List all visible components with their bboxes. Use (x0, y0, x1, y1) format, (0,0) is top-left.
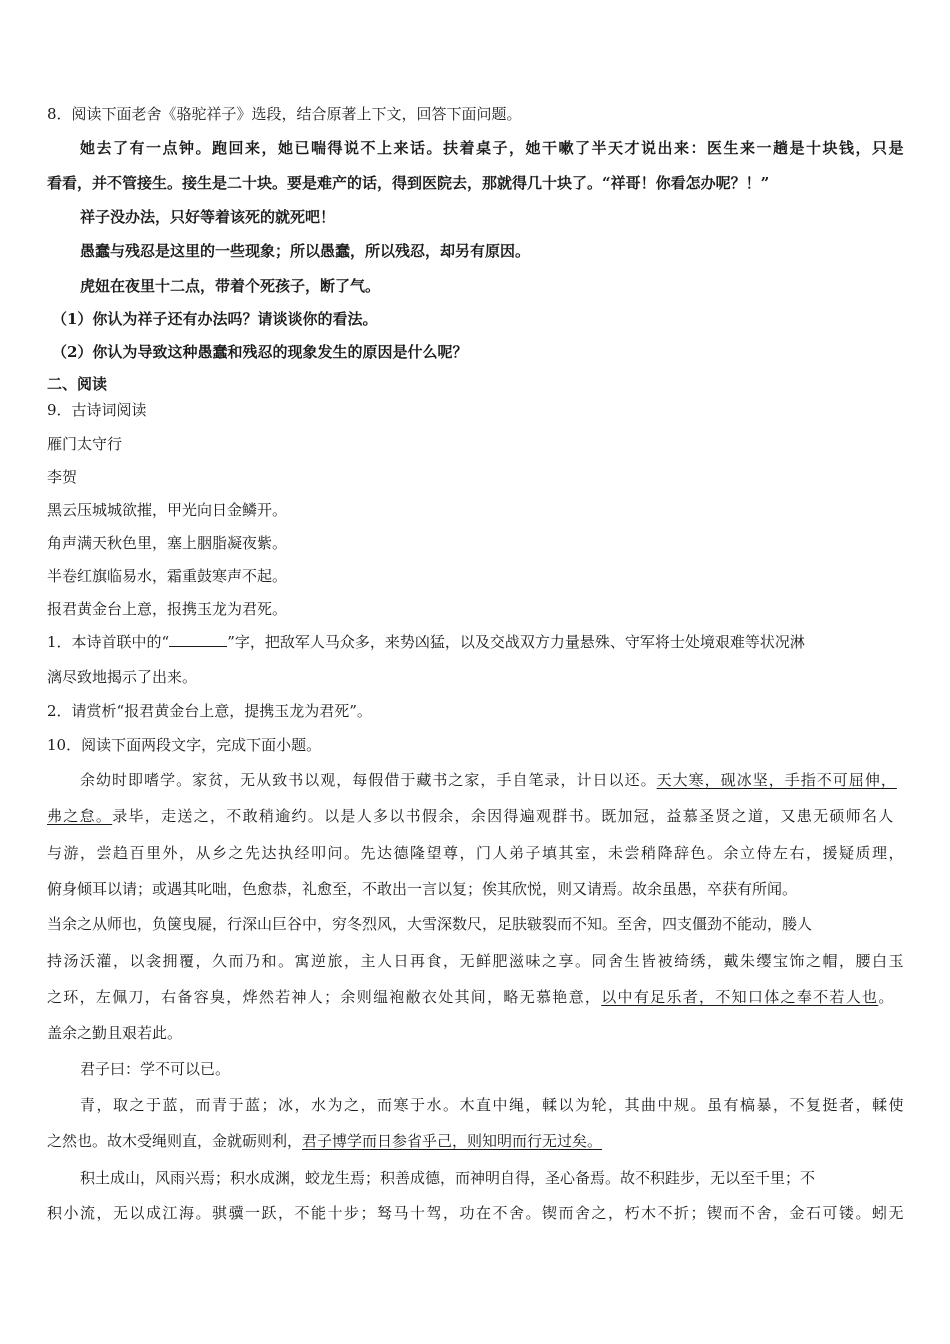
passage-b-line: 青，取之于蓝，而青于蓝；冰，水为之，而寒于水。木直中绳，輮以为轮，其曲中规。虽有槁暴，不复挺者，輮使 (80, 1096, 906, 1114)
q8-passage-line: 祥子没办法，只好等着该死的就死吧！ (80, 208, 336, 226)
plain-text: 之环，左佩刀，右备容臭，烨然若神人；余则缊袍敝衣处其间，略无慕艳意， (47, 988, 602, 1006)
question-9-title: 9．古诗词阅读 (47, 401, 147, 419)
underlined-text: 天大寒，砚冰坚，手指不可屈伸， (656, 771, 897, 789)
passage-b-line (47, 1131, 602, 1151)
passage-b-line: 积土成山，风雨兴焉；积水成渊，蛟龙生焉；积善成德，而神明自得，圣心备焉。故不积跬步，无以至千里；不 (80, 1169, 816, 1187)
poem-line: 角声满天秋色里，塞上胭脂凝夜紫。 (47, 534, 288, 552)
poem-author: 李贺 (47, 468, 78, 486)
q8-passage-line: 愚蠢与残忍是这里的一些现象；所以愚蠢，所以残忍，却另有原因。 (80, 242, 531, 260)
passage-a-line: 俯身倾耳以请；或遇其叱咄，色愈恭，礼愈至，不敢出一言以复；俟其欣悦，则又请焉。故余虽愚，卒获有所闻。 (47, 880, 798, 898)
passage-a-line (80, 770, 897, 790)
passage-a-line: 与游，尝趋百里外，从乡之先达执经叩问。先达德隆望尊，门人弟子填其室，未尝稍降辞色。余立侍左右，援疑质理， (47, 844, 906, 862)
passage-a-line: 盖余之勤且艰若此。 (47, 1024, 183, 1042)
poem-title: 雁门太守行 (47, 435, 123, 453)
q9-sq1-text: 1．本诗首联中的“ (47, 633, 170, 651)
underlined-text: 君子博学而日参省乎己，则知明而行无过矣。 (302, 1132, 603, 1150)
poem-line: 黑云压城城欲摧，甲光向日金鳞开。 (47, 501, 288, 519)
q9-sq1-continued: 漓尽致地揭示了出来。 (47, 668, 198, 686)
passage-a-line (47, 987, 895, 1007)
q9-subquestion-2: 2．请赏析“报君黄金台上意，提携玉龙为君死”。 (47, 702, 372, 720)
q8-passage-line: 她去了有一点钟。跑回来，她已喘得说不上来话。扶着桌子，她干嗽了半天才说出来：医生来一趟是十块钱，只是 (80, 139, 906, 157)
section-heading: 二、阅读 (47, 375, 108, 393)
plain-text: 之然也。故木受绳则直，金就砺则利， (47, 1132, 303, 1150)
plain-text: 余幼时即嗜学。家贫，无从致书以观，每假借于藏书之家，手自笔录，计日以还。 (80, 771, 657, 789)
passage-b-line: 积小流，无以成江海。骐骥一跃，不能十步；驽马十驾，功在不舍。锲而舍之，朽木不折；锲而不舍，金石可镂。蚓无 (47, 1204, 906, 1222)
underlined-text: 弗之怠。 (47, 807, 113, 825)
question-10-title: 10．阅读下面两段文字，完成下面小题。 (47, 736, 322, 754)
q8-passage-line: 虎妞在夜里十二点，带着个死孩子，断了气。 (80, 277, 381, 295)
q8-subquestion-2: （2）你认为导致这种愚蠢和残忍的现象发生的原因是什么呢？ (52, 343, 468, 361)
passage-a-line: 当余之从师也，负箧曳屣，行深山巨谷中，穷冬烈风，大雪深数尺，足肤皲裂而不知。至舍，四支僵劲不能动，媵人 (47, 915, 813, 933)
poem-line: 报君黄金台上意，报携玉龙为君死。 (47, 600, 288, 618)
q8-passage-line: 看看，并不管接生。接生是二十块。要是难产的话，得到医院去，那就得几十块了。“祥哥！你看怎办呢？！” (47, 174, 770, 192)
plain-text: 录毕，走送之，不敢稍逾约。以是人多以书假余，余因得遍观群书。既加冠，益慕圣贤之道，又患无硕师名人 (112, 807, 895, 825)
passage-a-line (47, 806, 895, 826)
plain-text: 。 (878, 988, 895, 1006)
q9-subquestion-1 (47, 632, 805, 652)
q8-subquestion-1: （1）你认为祥子还有办法吗？请谈谈你的看法。 (52, 310, 378, 328)
passage-a-line: 持汤沃灌，以衾拥覆，久而乃和。寓逆旅，主人日再食，无鲜肥滋味之享。同舍生皆被绮绣，戴朱缨宝饰之帽，腰白玉 (47, 952, 906, 970)
answer-blank[interactable] (169, 632, 227, 647)
passage-b-line: 君子曰：学不可以已。 (80, 1060, 231, 1078)
poem-line: 半卷红旗临易水，霜重鼓寒声不起。 (47, 567, 288, 585)
underlined-text: 以中有足乐者，不知口体之奉不若人也 (601, 988, 879, 1006)
question-8-title: 8．阅读下面老舍《骆驼祥子》选段，结合原著上下文，回答下面问题。 (47, 105, 522, 123)
q9-sq1-text: ”字，把敌军人马众多，来势凶猛，以及交战双方力量悬殊、守军将士处境艰难等状况淋 (227, 633, 805, 651)
